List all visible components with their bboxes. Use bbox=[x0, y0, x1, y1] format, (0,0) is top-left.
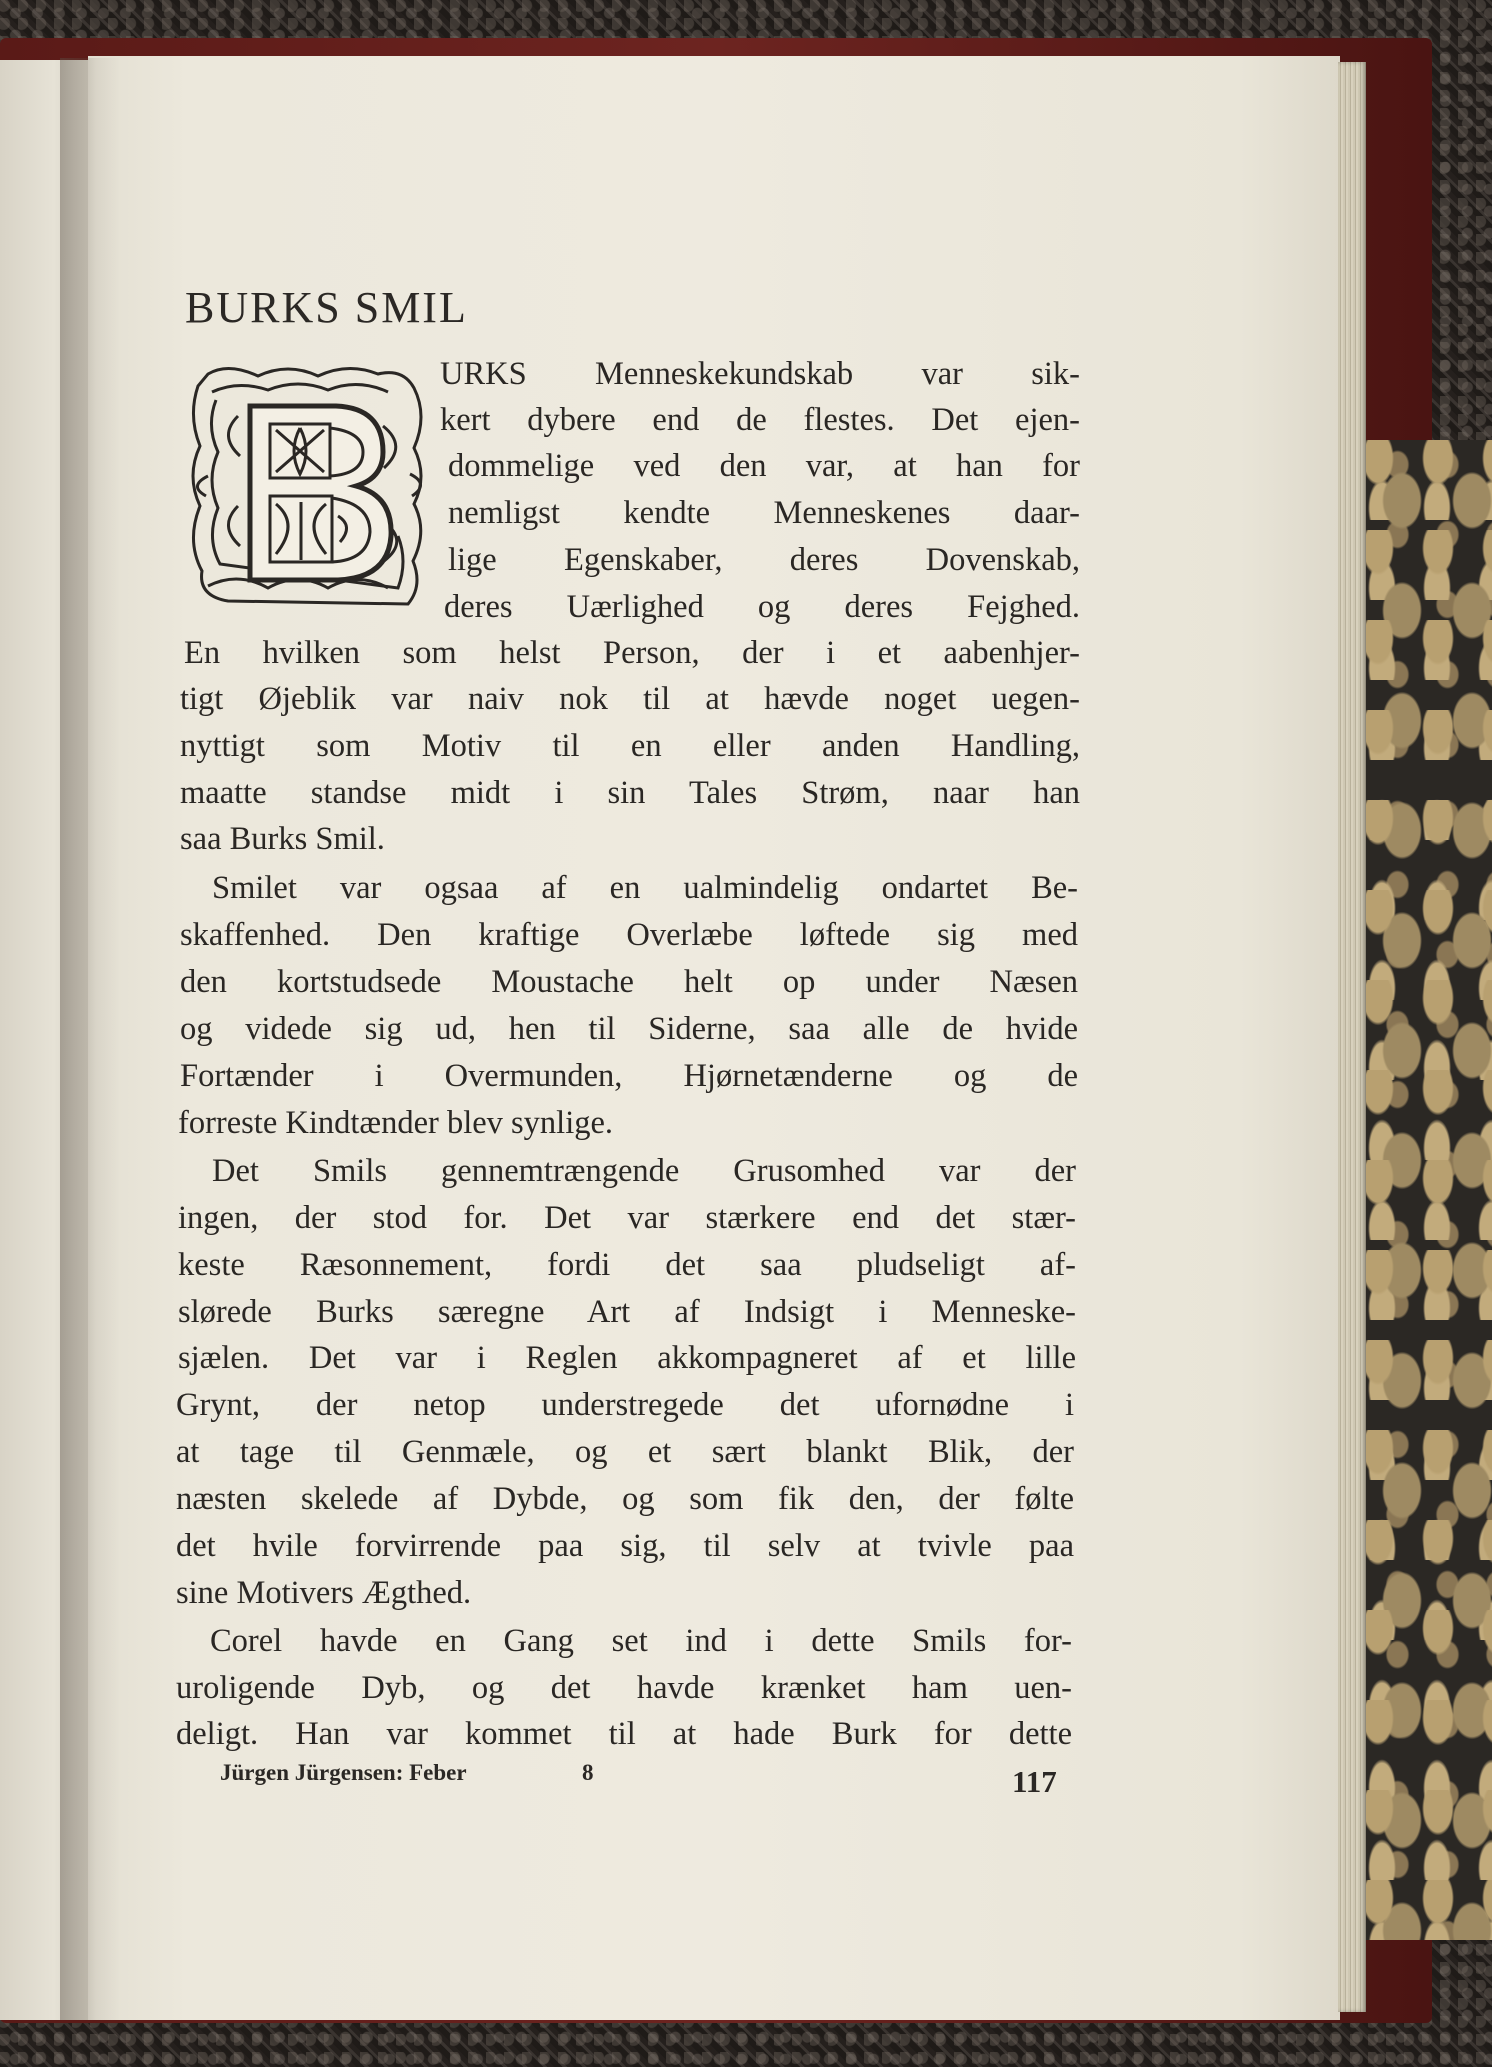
text-line: næsten skelede af Dybde, og som fik den, der følte bbox=[176, 1481, 1074, 1517]
text-line: at tage til Genmæle, og et sært blankt Blik, der bbox=[176, 1434, 1074, 1470]
text-line: forreste Kindtænder blev synlige. bbox=[178, 1105, 614, 1141]
text-line: tigt Øjeblik var naiv nok til at hævde noget uegen- bbox=[180, 681, 1080, 717]
page-number: 117 bbox=[1012, 1764, 1057, 1799]
page-gutter-shadow bbox=[60, 58, 120, 2020]
text-line: skaffenhed. Den kraftige Overlæbe løftede sig med bbox=[180, 917, 1078, 953]
chapter-title: BURKS SMIL bbox=[185, 283, 468, 332]
footer-signature-mark: 8 bbox=[582, 1760, 594, 1785]
text-line: kert dybere end de flestes. Det ejen- bbox=[440, 402, 1080, 438]
text-line: Corel havde en Gang set ind i dette Smils for- bbox=[210, 1623, 1072, 1659]
text-line: En hvilken som helst Person, der i et aabenhjer- bbox=[184, 635, 1080, 671]
text-line: dommelige ved den var, at han for bbox=[448, 448, 1080, 484]
text-line: nemligst kendte Menneskenes daar- bbox=[448, 495, 1080, 531]
text-line: maatte standse midt i sin Tales Strøm, naar han bbox=[180, 775, 1080, 811]
ornamental-drop-cap bbox=[178, 356, 436, 616]
text-line: keste Ræsonnement, fordi det saa pludseligt af- bbox=[178, 1247, 1076, 1283]
text-line: den kortstudsede Moustache helt op under Næsen bbox=[180, 964, 1078, 1000]
text-line: det hvile forvirrende paa sig, til selv at tvivle paa bbox=[176, 1528, 1074, 1564]
text-line: Grynt, der netop understregede det ufornødne i bbox=[176, 1387, 1074, 1423]
text-line: slørede Burks særegne Art af Indsigt i Menneske- bbox=[178, 1294, 1076, 1330]
text-line: deres Uærlighed og deres Fejghed. bbox=[444, 589, 1080, 625]
text-line: Fortænder i Overmunden, Hjørnetænderne og de bbox=[180, 1058, 1078, 1094]
text-line: lige Egenskaber, deres Dovenskab, bbox=[448, 542, 1080, 578]
text-line: deligt. Han var kommet til at hade Burk for dette bbox=[176, 1716, 1072, 1752]
text-line: uroligende Dyb, og det havde krænket ham uen- bbox=[176, 1670, 1072, 1706]
text-line: sjælen. Det var i Reglen akkompagneret af et lille bbox=[178, 1340, 1076, 1376]
page-block-edges bbox=[1338, 62, 1366, 2012]
text-line: sine Motivers Ægthed. bbox=[176, 1575, 472, 1611]
text-line: Det Smils gennemtrængende Grusomhed var der bbox=[212, 1153, 1076, 1189]
text-line: saa Burks Smil. bbox=[180, 821, 385, 857]
text-line: Smilet var ogsaa af en ualmindelig ondartet Be- bbox=[212, 870, 1078, 906]
marbled-cover-board bbox=[1360, 440, 1492, 1940]
footer-author-title: Jürgen Jürgensen: Feber bbox=[220, 1760, 467, 1785]
text-line: nyttigt som Motiv til en eller anden Handling, bbox=[180, 728, 1080, 764]
text-line: ingen, der stod for. Det var stærkere end det stær- bbox=[178, 1200, 1076, 1236]
text-line: URKS Menneskekundskab var sik- bbox=[440, 356, 1080, 392]
text-line: og videde sig ud, hen til Siderne, saa alle de hvide bbox=[180, 1011, 1078, 1047]
